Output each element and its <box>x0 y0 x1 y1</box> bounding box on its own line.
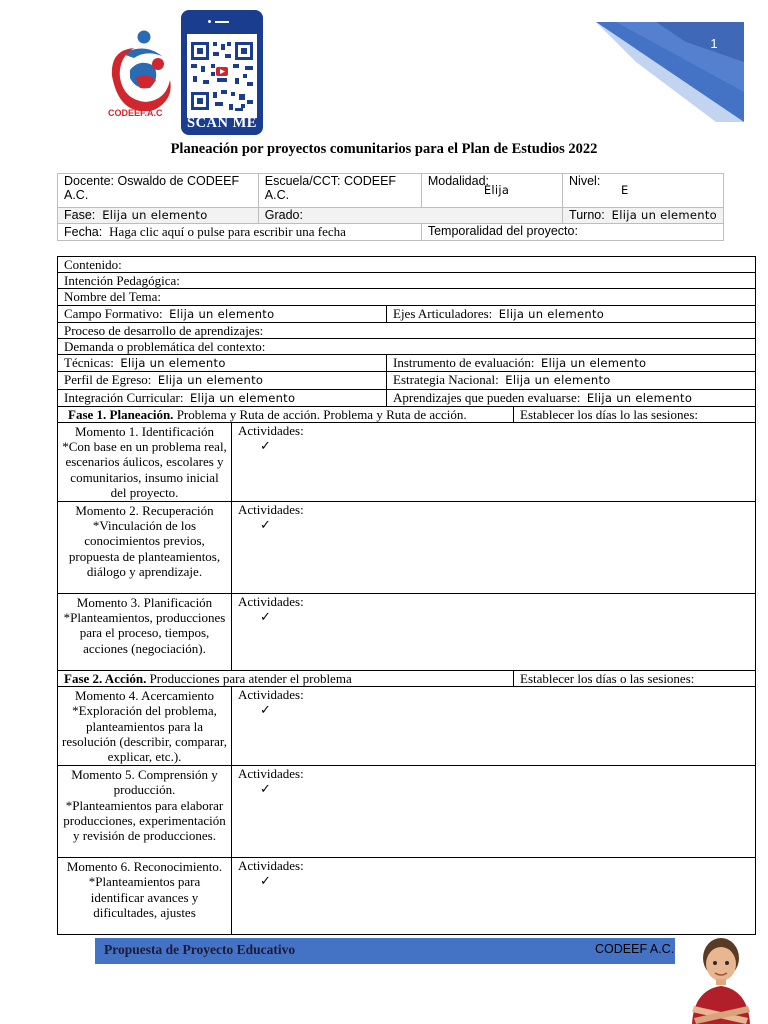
fase-label: Fase: <box>64 208 96 222</box>
page-title: Planeación por proyectos comunitarios para el Plan de Estudios 2022 <box>170 141 598 157</box>
activities-label: Actividades: <box>238 423 304 439</box>
instrumento-cell[interactable] <box>387 355 756 372</box>
nombre-tema-label: Nombre del Tema: <box>64 289 162 305</box>
tecnicas-cell[interactable] <box>58 355 387 372</box>
fecha-label: Fecha: <box>64 225 103 239</box>
check-icon: ✓ <box>260 438 271 454</box>
demanda-label: Demanda o problemática del contexto: <box>64 339 266 355</box>
integracion-dropdown[interactable]: Elija un elemento <box>189 390 296 405</box>
moment-5-desc: *Planteamientos para elaborar producciones, experimentación y revisión de producciones. <box>63 797 226 844</box>
perfil-dropdown[interactable]: Elija un elemento <box>157 373 264 388</box>
nivel-label: Nivel: <box>569 174 601 188</box>
avatar-icon <box>686 936 756 1024</box>
ejes-cell[interactable] <box>387 305 756 322</box>
modalidad-dropdown[interactable]: Elija <box>483 183 510 197</box>
phone-speaker <box>215 21 229 23</box>
check-icon: ✓ <box>260 517 271 533</box>
check-icon: ✓ <box>260 702 271 718</box>
moment-3-cell <box>58 594 232 671</box>
temporalidad-cell[interactable] <box>421 224 723 241</box>
moment-4-activities[interactable] <box>232 687 756 766</box>
moment-6-cell <box>58 858 232 935</box>
check-icon: ✓ <box>260 609 271 625</box>
moment-2-heading: Momento 2. Recuperación <box>75 503 214 519</box>
moment-3-desc: *Planteamientos, producciones para el proceso, tiempos, acciones (negociación). <box>63 610 226 656</box>
qr-code-icon <box>187 34 257 118</box>
fase-cell[interactable] <box>58 208 259 224</box>
grado-cell[interactable] <box>258 208 562 224</box>
moment-6-heading: Momento 6. Reconocimiento. <box>66 859 223 875</box>
scan-me-label: SCAN ME <box>187 115 257 131</box>
fase2-dias-cell[interactable] <box>514 671 756 687</box>
contenido-row[interactable] <box>58 257 756 273</box>
aprendizajes-cell[interactable] <box>387 389 756 406</box>
tecnicas-dropdown[interactable]: Elija un elemento <box>120 356 226 371</box>
turno-cell[interactable] <box>563 208 724 224</box>
demanda-row[interactable] <box>58 339 756 355</box>
activities-label: Actividades: <box>238 594 304 610</box>
campo-formativo-cell[interactable] <box>58 305 387 322</box>
perfil-cell[interactable] <box>58 372 387 389</box>
plan-table <box>57 256 756 935</box>
estrategia-cell[interactable] <box>387 372 756 389</box>
modalidad-cell[interactable] <box>421 174 562 208</box>
estrategia-dropdown[interactable]: Elija un elemento <box>505 373 611 388</box>
campo-formativo-dropdown[interactable]: Elija un elemento <box>169 306 275 321</box>
nombre-tema-row[interactable] <box>58 289 756 305</box>
moment-4-heading: Momento 4. Acercamiento <box>75 688 214 704</box>
fase2-desc: Producciones para atender el problema <box>146 671 352 687</box>
contenido-label: Contenido: <box>64 257 122 272</box>
fase2-header <box>58 671 514 687</box>
check-icon: ✓ <box>260 873 271 889</box>
moment-2-activities[interactable] <box>232 502 756 594</box>
moment-6-activities[interactable] <box>232 858 756 935</box>
instrumento-dropdown[interactable]: Elija un elemento <box>541 356 647 371</box>
fase2-title: Fase 2. Acción. <box>64 671 147 687</box>
footer-left-text: Propuesta de Proyecto Educativo <box>104 942 296 957</box>
docente-text: Docente: Oswaldo de CODEEF A.C. <box>64 174 240 202</box>
moment-3-heading: Momento 3. Planificación <box>76 595 213 611</box>
page-number: 1 <box>710 36 718 51</box>
moment-2-cell <box>58 502 232 594</box>
turno-label: Turno: <box>569 208 605 222</box>
fase1-title: Fase 1. Planeación. <box>68 406 174 422</box>
activities-label: Actividades: <box>238 502 304 518</box>
moment-3-activities[interactable] <box>232 594 756 671</box>
footer-right-text: CODEEF A.C. <box>595 942 675 956</box>
qr-code <box>187 34 257 118</box>
moment-5-activities[interactable] <box>232 766 756 858</box>
moment-1-desc: *Con base en un problema real, escenarios áulicos, escolares y comunitarios, insumo inicial del proyecto. <box>62 439 227 500</box>
instrumento-label: Instrumento de evaluación: <box>393 355 535 371</box>
turno-dropdown[interactable]: Elija un elemento <box>611 208 717 222</box>
qr-code-card[interactable] <box>181 10 263 135</box>
moment-5-heading: Momento 5. Comprensión y producción. <box>71 767 218 798</box>
temporalidad-label: Temporalidad del proyecto: <box>427 224 578 238</box>
fase1-desc: Problema y Ruta de acción. Problema y Ruta de acción. <box>173 406 467 422</box>
integracion-label: Integración Curricular: <box>64 389 184 405</box>
moment-1-heading: Momento 1. Identificación <box>75 424 214 440</box>
campo-formativo-label: Campo Formativo: <box>64 305 163 321</box>
activities-label: Actividades: <box>238 687 304 703</box>
docente-cell[interactable] <box>58 174 259 208</box>
moment-4-cell <box>58 687 232 766</box>
fase-dropdown[interactable]: Elija un elemento <box>102 208 208 222</box>
perfil-label: Perfil de Egreso: <box>64 372 152 388</box>
escuela-text: Escuela/CCT: CODEEF A.C. <box>264 174 397 202</box>
codeef-logo <box>100 28 178 122</box>
fase1-dias-label: Establecer los días lo las sesiones: <box>520 406 698 422</box>
moment-2-desc: *Vinculación de los conocimientos previos, propuesta de planteamientos, diálogo y aprendizaje. <box>68 518 221 579</box>
ejes-dropdown[interactable]: Elija un elemento <box>498 306 605 321</box>
fecha-picker[interactable]: Haga clic aquí o pulse para escribir una fecha <box>109 224 346 239</box>
tecnicas-label: Técnicas: <box>64 355 114 371</box>
fase2-dias-label: Establecer los días o las sesiones: <box>520 671 695 687</box>
nivel-dropdown[interactable]: E <box>621 183 629 197</box>
activities-label: Actividades: <box>238 766 304 782</box>
camera-dot <box>208 20 211 23</box>
fase1-header <box>58 406 514 422</box>
nivel-cell[interactable] <box>563 174 724 208</box>
modalidad-label: Modalidad: <box>427 174 489 188</box>
aprendizajes-dropdown[interactable]: Elija un elemento <box>586 390 693 405</box>
intencion-label: Intención Pedagógica: <box>64 273 180 289</box>
fase1-dias-cell[interactable] <box>514 406 756 422</box>
grado-label: Grado: <box>264 208 303 222</box>
intencion-row[interactable] <box>58 273 756 289</box>
fecha-cell[interactable] <box>58 224 422 241</box>
moment-6-desc: *Planteamientos para identificar avances y dificultades, ajustes <box>88 874 201 920</box>
integracion-cell[interactable] <box>58 389 387 406</box>
proceso-label: Proceso de desarrollo de aprendizajes: <box>64 322 264 338</box>
estrategia-label: Estrategia Nacional: <box>393 372 499 388</box>
proceso-row[interactable] <box>58 322 756 338</box>
ejes-label: Ejes Articuladores: <box>393 305 493 321</box>
logo-text: CODEEF.A.C <box>108 108 163 118</box>
aprendizajes-label: Aprendizajes que pueden evaluarse: <box>393 389 581 405</box>
general-info-table <box>57 173 724 241</box>
moment-5-cell <box>58 766 232 858</box>
moment-1-cell <box>58 423 232 502</box>
moment-1-activities[interactable] <box>232 423 756 502</box>
escuela-cell[interactable] <box>258 174 421 208</box>
activities-label: Actividades: <box>238 858 304 874</box>
check-icon: ✓ <box>260 781 271 797</box>
moment-4-desc: *Exploración del problema, planteamientos para la resolución (describir, comparar, explicar, etc.). <box>61 703 227 765</box>
